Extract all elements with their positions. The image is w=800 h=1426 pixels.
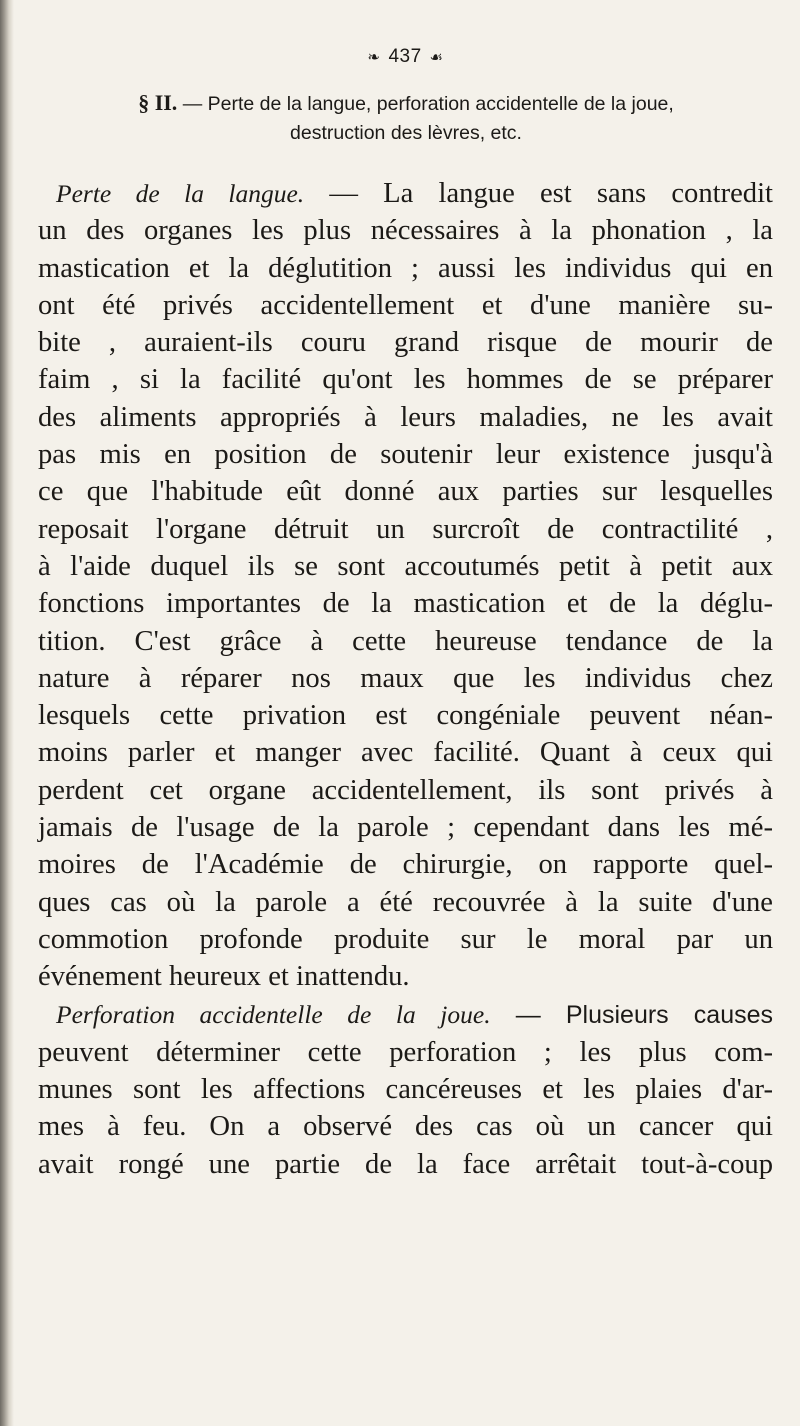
text-line: lesquels cette privation est congéniale peuvent néan- — [38, 700, 773, 732]
section-sign: § II. — [138, 90, 178, 115]
text-line: — Plusieurs causes — [490, 1000, 774, 1029]
section-title-line-2: destruction des lèvres, etc. — [290, 122, 522, 144]
text-line: un des organes les plus nécessaires à la phonation , la — [38, 215, 773, 247]
section-heading-line-1 — [56, 88, 756, 119]
page-number: 437 — [388, 46, 422, 67]
text-line: ques cas où la parole a été recouvrée à la suite d'une — [38, 886, 773, 918]
text-line: jamais de l'usage de la parole ; cependant dans les mé- — [38, 812, 773, 844]
body-text — [38, 175, 773, 1183]
text-line: munes sont les affections cancéreuses et les plaies d'ar- — [38, 1074, 773, 1106]
section-heading — [56, 88, 756, 148]
text-line: peuvent déterminer cette perforation ; les plus com- — [38, 1036, 773, 1068]
text-line: à l'aide duquel ils se sont accoutumés petit à petit aux — [38, 550, 773, 582]
ornament-right-icon: ☙ — [429, 48, 444, 66]
paragraph-1-subhead: Perte de la langue. — [56, 179, 305, 208]
text-line: mastication et la déglutition ; aussi les individus qui en — [38, 252, 773, 284]
text-line: moins parler et manger avec facilité. Quant à ceux qui — [38, 737, 773, 769]
text-line: moires de l'Académie de chirurgie, on rapporte quel- — [38, 849, 773, 881]
section-title-line-1: — Perte de la langue, perforation accidentelle de la joue, — [177, 93, 674, 115]
text-line: pas mis en position de soutenir leur existence jusqu'à — [38, 439, 773, 471]
text-line: perdent cet organe accidentellement, ils sont privés à — [38, 774, 773, 806]
text-line: mes à feu. On a observé des cas où un cancer qui — [38, 1111, 773, 1143]
text-line: — La langue est sans contredit — [304, 178, 773, 209]
text-line: fonctions importantes de la mastication et de la déglu- — [38, 588, 773, 620]
paragraph-1-line-1 — [38, 175, 773, 212]
text-line: tition. C'est grâce à cette heureuse tendance de la — [38, 625, 773, 657]
text-line: commotion profonde produite sur le moral par un — [38, 923, 773, 955]
book-page — [38, 0, 773, 1426]
text-line: événement heureux et inattendu. — [38, 961, 410, 993]
page-binding-edge — [0, 0, 14, 1426]
text-line: ont été privés accidentellement et d'une manière su- — [38, 289, 773, 321]
text-line: faim , si la facilité qu'ont les hommes de se préparer — [38, 364, 773, 396]
text-line: bite , auraient-ils couru grand risque de mourir de — [38, 327, 773, 359]
running-header — [38, 46, 773, 68]
text-line: ce que l'habitude eût donné aux parties sur lesquelles — [38, 476, 773, 508]
paragraph-2-line-1 — [38, 996, 773, 1034]
text-line: des aliments appropriés à leurs maladies, ne les avait — [38, 401, 773, 433]
paragraph-2-subhead: Perforation accidentelle de la joue. — [56, 999, 491, 1029]
text-line: nature à réparer nos maux que les individus chez — [38, 662, 773, 694]
ornament-left-icon: ❧ — [367, 48, 381, 66]
text-line: avait rongé une partie de la face arrêtait tout-à-coup — [38, 1148, 773, 1180]
text-line: reposait l'organe détruit un surcroît de contractilité , — [38, 513, 773, 545]
